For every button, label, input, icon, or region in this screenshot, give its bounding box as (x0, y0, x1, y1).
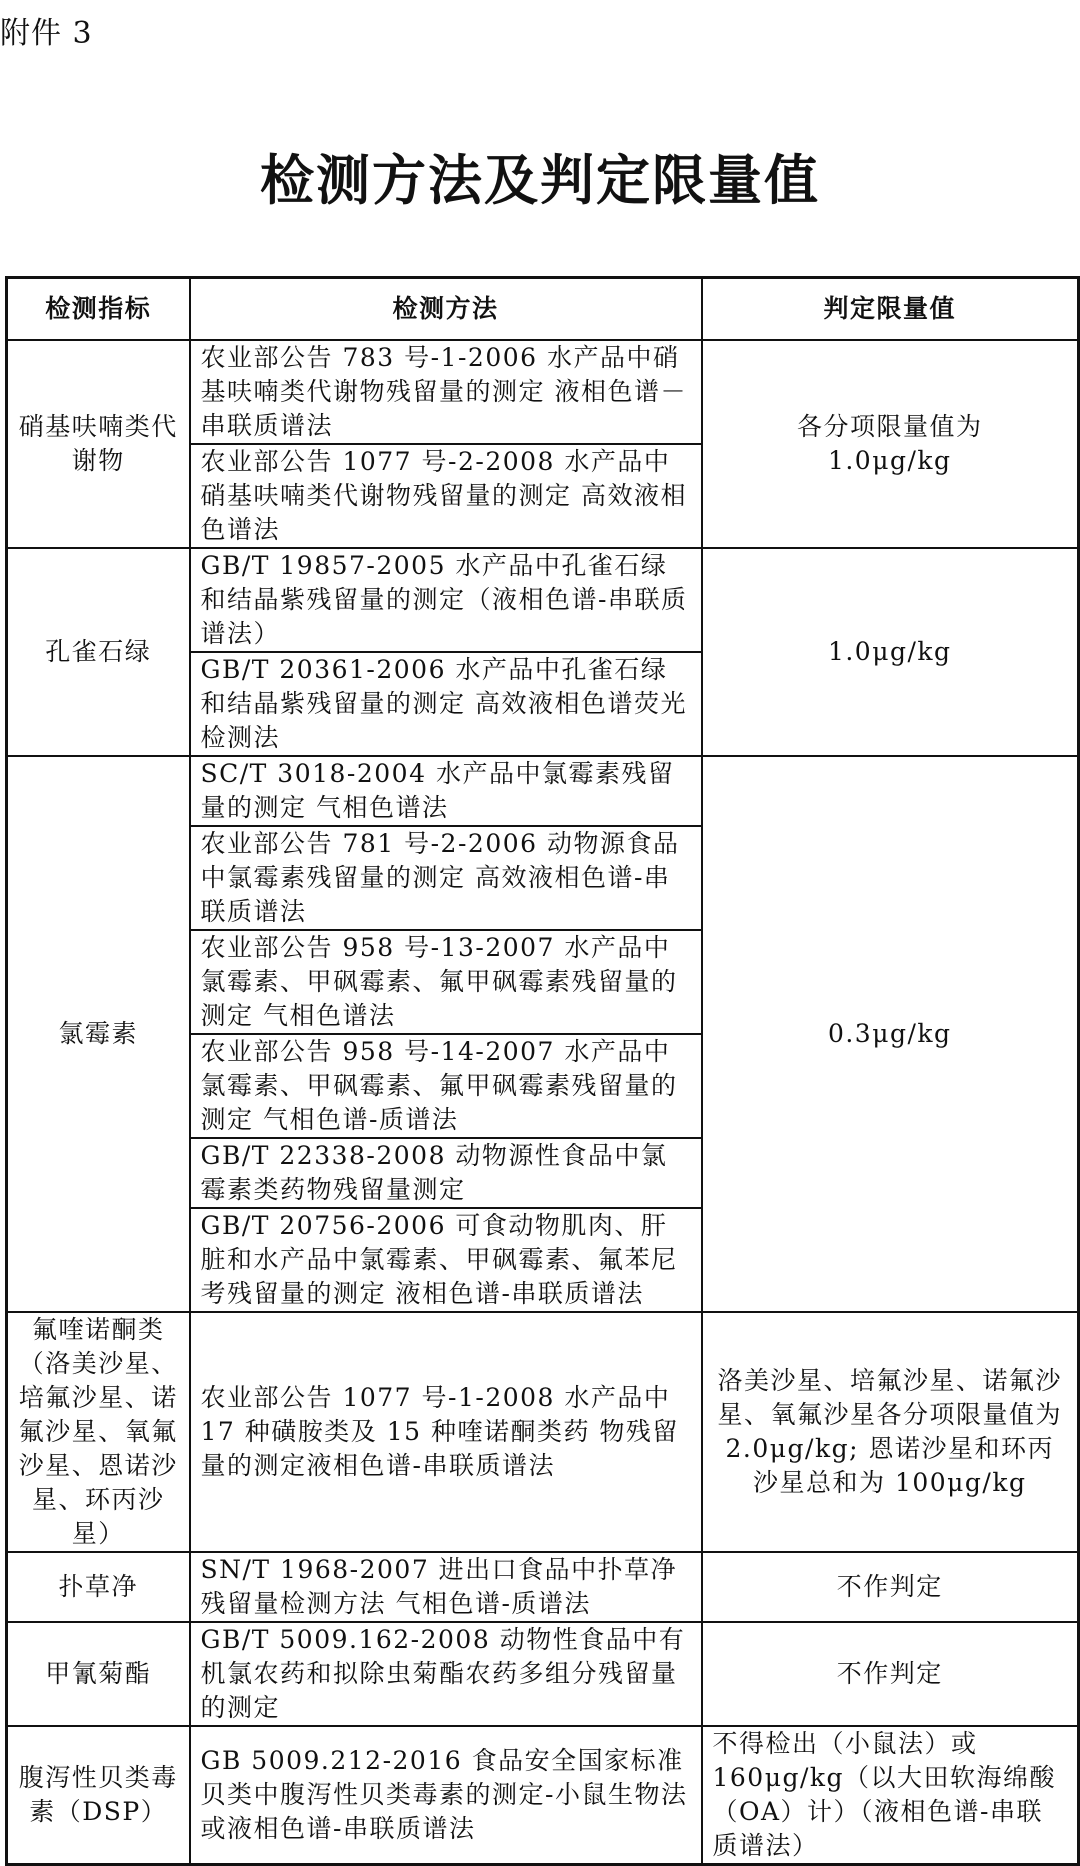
table-row (7, 1312, 1079, 1552)
method-cell: GB 5009.212-2016 食品安全国家标准 贝类中腹泻性贝类毒素的测定-小鼠生物法或液相色谱-串联质谱法 (190, 1726, 702, 1865)
indicator-cell: 甲氰菊酯 (7, 1622, 190, 1726)
method-cell: 农业部公告 958 号-14-2007 水产品中氯霉素、甲砜霉素、氟甲砜霉素残留量的测定 气相色谱-质谱法 (190, 1034, 702, 1138)
indicator-cell: 腹泻性贝类毒素（DSP） (7, 1726, 190, 1865)
method-cell: 农业部公告 958 号-13-2007 水产品中氯霉素、甲砜霉素、氟甲砜霉素残留量的测定 气相色谱法 (190, 930, 702, 1034)
column-header-limit: 判定限量值 (702, 278, 1079, 341)
limit-cell: 洛美沙星、培氟沙星、诺氟沙星、氧氟沙星各分项限量值为 2.0μg/kg; 恩诺沙星和环丙沙星总和为 100μg/kg (702, 1312, 1079, 1552)
limit-cell: 0.3μg/kg (702, 756, 1079, 1312)
page-title: 检测方法及判定限量值 (260, 149, 820, 212)
table-row (7, 1622, 1079, 1726)
limit-cell: 1.0μg/kg (702, 548, 1079, 756)
table-row (7, 1726, 1079, 1865)
method-cell: GB/T 20361-2006 水产品中孔雀石绿和结晶紫残留量的测定 高效液相色谱荧光检测法 (190, 652, 702, 756)
method-cell: 农业部公告 783 号-1-2006 水产品中硝基呋喃类代谢物残留量的测定 液相色谱－串联质谱法 (190, 340, 702, 444)
attachment-label: 附件 3 (0, 16, 93, 51)
column-header-method: 检测方法 (190, 278, 702, 341)
method-cell: GB/T 19857-2005 水产品中孔雀石绿和结晶紫残留量的测定（液相色谱-串联质谱法） (190, 548, 702, 652)
indicator-cell: 硝基呋喃类代谢物 (7, 340, 190, 548)
limit-cell: 不作判定 (702, 1552, 1079, 1622)
column-header-indicator: 检测指标 (7, 278, 190, 341)
indicator-cell: 氟喹诺酮类（洛美沙星、培氟沙星、诺氟沙星、氧氟沙星、恩诺沙星、环丙沙星） (7, 1312, 190, 1552)
table-row (7, 1552, 1079, 1622)
method-cell: GB/T 20756-2006 可食动物肌肉、肝脏和水产品中氯霉素、甲砜霉素、氟苯尼考残留量的测定 液相色谱-串联质谱法 (190, 1208, 702, 1312)
method-cell: 农业部公告 1077 号-2-2008 水产品中硝基呋喃类代谢物残留量的测定 高效液相色谱法 (190, 444, 702, 548)
method-cell: GB/T 22338-2008 动物源性食品中氯霉素类药物残留量测定 (190, 1138, 702, 1208)
method-cell: 农业部公告 781 号-2-2006 动物源食品中氯霉素残留量的测定 高效液相色谱-串联质谱法 (190, 826, 702, 930)
method-cell: 农业部公告 1077 号-1-2008 水产品中 17 种磺胺类及 15 种喹诺酮类药 物残留量的测定液相色谱-串联质谱法 (190, 1312, 702, 1552)
method-cell: GB/T 5009.162-2008 动物性食品中有机氯农药和拟除虫菊酯农药多组分残留量的测定 (190, 1622, 702, 1726)
indicator-cell: 扑草净 (7, 1552, 190, 1622)
detection-methods-table (5, 276, 1080, 1866)
table-row (7, 548, 1079, 652)
method-cell: SN/T 1968-2007 进出口食品中扑草净残留量检测方法 气相色谱-质谱法 (190, 1552, 702, 1622)
indicator-cell: 氯霉素 (7, 756, 190, 1312)
table-row (7, 340, 1079, 444)
table-header-row (7, 278, 1079, 341)
limit-cell: 各分项限量值为 1.0μg/kg (702, 340, 1079, 548)
indicator-cell: 孔雀石绿 (7, 548, 190, 756)
limit-cell: 不作判定 (702, 1622, 1079, 1726)
table-row (7, 756, 1079, 826)
limit-cell: 不得检出（小鼠法）或 160μg/kg（以大田软海绵酸（OA）计）（液相色谱-串联质谱法） (702, 1726, 1079, 1865)
method-cell: SC/T 3018-2004 水产品中氯霉素残留量的测定 气相色谱法 (190, 756, 702, 826)
